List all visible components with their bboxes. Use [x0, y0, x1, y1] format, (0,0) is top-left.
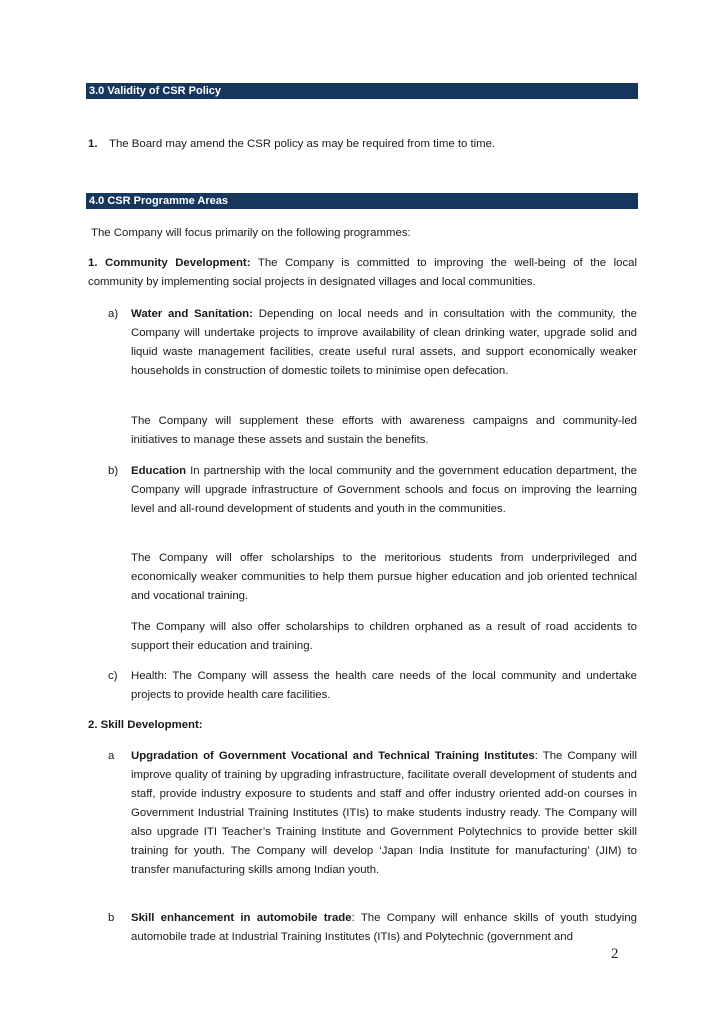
skill-enhancement-title: Skill enhancement in automobile trade [131, 912, 352, 924]
education-title: Education [131, 465, 187, 477]
skill-enhancement-text: : The Company will enhance skills of youth studying automobile trade at Industrial Training Institutes (ITIs) and Polytechnic (government and [131, 912, 637, 943]
upgradation-text: : The Company will improve quality of training by upgrading infrastructure, facilitate overall development of students and staff, provide industry exposure to students and staff and offer industry oriented add-on courses in Government Industrial Training Institutes (ITIs) to make students industry ready. The Company will also upgrade ITI Teacher’s Training Institute and Government Polytechnics to provide better skill training for youth. The Company will develop ‘Japan India Institute for manufacturing’ (JIM) to transfer manufacturing skills among Indian youth. [131, 750, 637, 876]
community-development-text: The Company is committed to improving the well-being of the local community by implementing social projects in designated villages and local communities. [88, 257, 638, 288]
education-marker: b) [108, 465, 119, 477]
section-4-intro: The Company will focus primarily on the following programmes: [91, 227, 411, 239]
section-3-header: 3.0 Validity of CSR Policy [86, 83, 638, 99]
section-4-header: 4.0 CSR Programme Areas [86, 193, 638, 209]
skill-enhancement-paragraph [131, 909, 637, 947]
health-paragraph: Health: The Company will assess the health care needs of the local community and undertake projects to provide health care facilities. [131, 670, 637, 701]
water-sanitation-text: Depending on local needs and in consultation with the community, the Company will undertake projects to improve availability of clean drinking water, upgrade solid and liquid waste management facilities, create useful rural assets, and support economically weaker households in construction of domestic toilets to minimise open defecation. [131, 308, 637, 377]
community-development-paragraph [88, 254, 637, 292]
community-development-heading: 1. Community Development: [88, 257, 251, 269]
education-paragraph [131, 462, 637, 519]
water-sanitation-paragraph-2: The Company will supplement these efforts with awareness campaigns and community-led initiatives to manage these assets and sustain the benefits. [131, 415, 637, 446]
water-sanitation-paragraph [131, 305, 637, 381]
skill-development-heading: 2. Skill Development: [88, 719, 203, 731]
skill-enhancement-marker: b [108, 912, 115, 924]
water-sanitation-title: Water and Sanitation: [131, 308, 253, 320]
education-paragraph-2: The Company will offer scholarships to the meritorious students from underprivileged and economically weaker communities to help them pursue higher education and job oriented technical and vocational training. [131, 552, 637, 602]
upgradation-marker: a [108, 750, 115, 762]
upgradation-paragraph [131, 747, 637, 880]
page-number: 2 [611, 946, 619, 962]
section-3-item-number: 1. [88, 138, 98, 150]
health-marker: c) [108, 670, 118, 682]
section-3-item-text: The Board may amend the CSR policy as may be required from time to time. [109, 138, 496, 150]
education-paragraph-3: The Company will also offer scholarships to children orphaned as a result of road accidents to support their education and training. [131, 621, 637, 652]
education-text: In partnership with the local community and the government education department, the Company will upgrade infrastructure of Government schools and focus on improving the learning level and all-round development of students and youth in the communities. [131, 465, 637, 515]
water-sanitation-marker: a) [108, 308, 119, 320]
upgradation-title: Upgradation of Government Vocational and Technical Training Institutes [131, 750, 535, 762]
